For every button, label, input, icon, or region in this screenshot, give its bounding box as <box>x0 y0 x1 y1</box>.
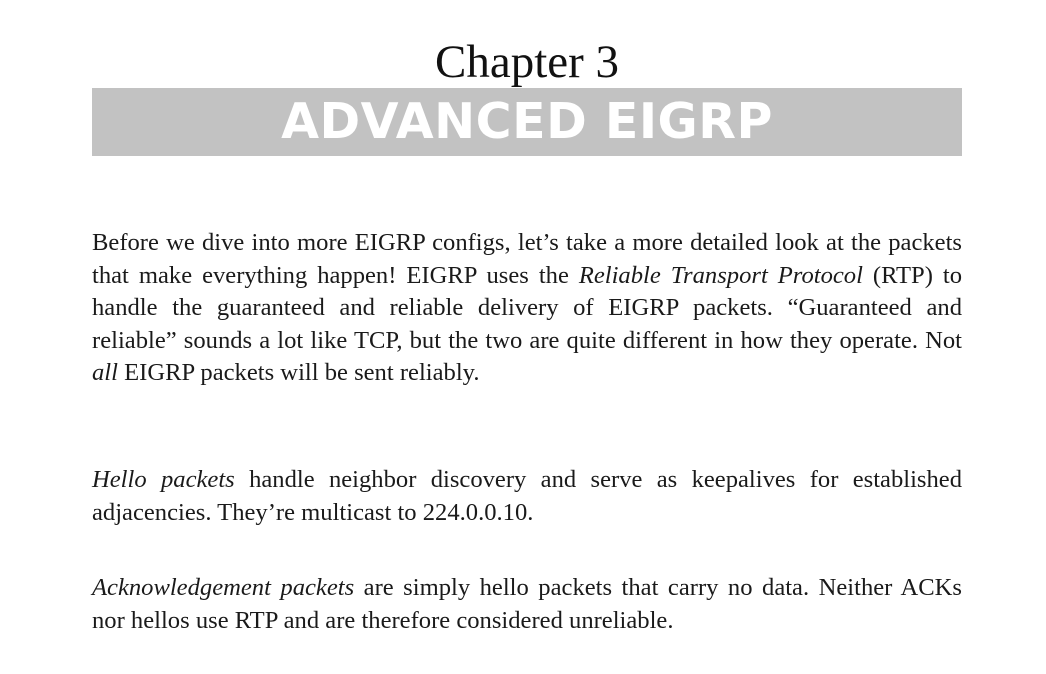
italic-term: Acknowledgement packets <box>92 574 355 601</box>
text-run: Before we dive into more EIGRP configs, let’s take a more detailed look at the packets that make everything happen! EIGRP uses the <box>92 229 962 289</box>
text-run: handle neighbor discovery and serve as keepalives for established adjacencies. They’re multicast to 224.0.0.10. <box>92 466 962 526</box>
body-paragraph-rtp <box>92 227 962 390</box>
text-run: (RTP) to handle the guaranteed and reliable delivery of EIGRP packets. “Guaranteed and reliable” sounds a lot like TCP, but the two are quite different in how they operate. Not <box>92 261 962 354</box>
italic-term: Hello packets <box>92 466 235 493</box>
chapter-number: Chapter 3 <box>434 36 620 88</box>
text-run: are simply hello packets that carry no data. Neither ACKs nor hellos use RTP and are therefore considered unreliable. <box>92 574 962 634</box>
text-run: EIGRP packets will be sent reliably. <box>117 359 480 386</box>
chapter-title-banner <box>92 88 962 156</box>
italic-emphasis: all <box>92 359 118 386</box>
body-paragraph-ack <box>92 572 962 637</box>
chapter-title: ADVANCED EIGRP <box>281 93 773 150</box>
italic-term: Reliable Transport Protocol <box>578 261 863 289</box>
body-paragraph-hello <box>92 464 962 529</box>
